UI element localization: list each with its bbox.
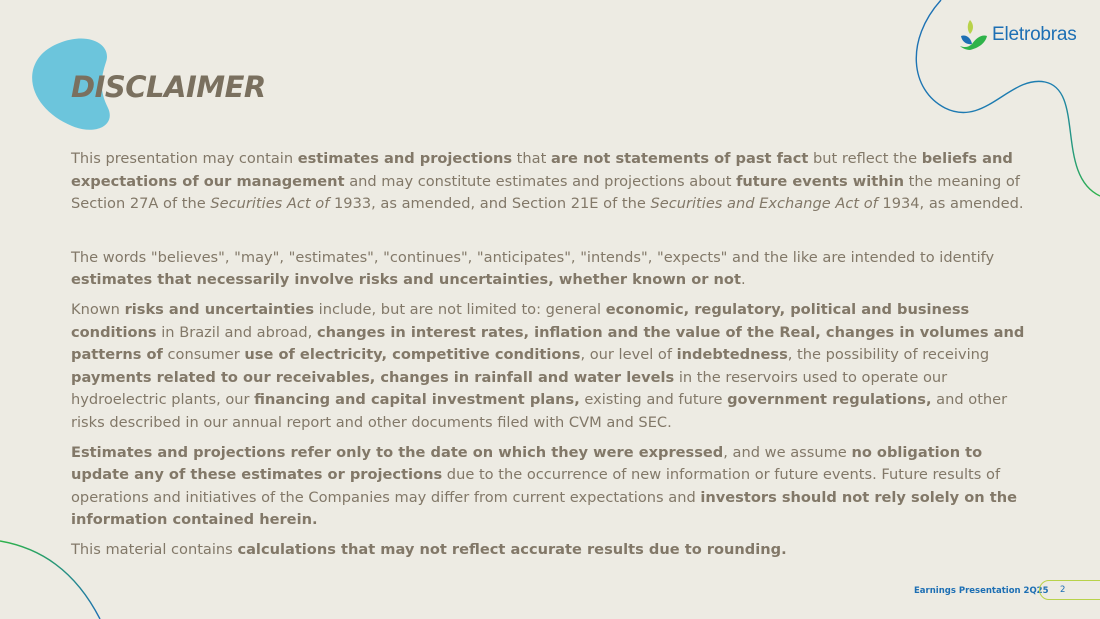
emphasis-text: use of electricity, competitive conditions — [244, 346, 581, 363]
emphasis-text: government regulations, — [727, 391, 932, 408]
disclaimer-body — [71, 148, 1031, 562]
emphasis-text: payments related to our receivables, changes in rainfall and water levels — [71, 368, 675, 386]
emphasis-text: Estimates and projections refer only to the date on which they were expressed — [71, 443, 724, 461]
page-number-pill — [1039, 580, 1100, 600]
body-text: 1934, as amended. — [877, 195, 1024, 212]
body-text: in Brazil and abroad, — [156, 323, 317, 341]
body-text: This material contains — [71, 541, 238, 558]
body-text: include, but are not limited to: general — [314, 301, 606, 318]
eletrobras-logo — [958, 18, 1077, 52]
emphasis-text: are not statements of past fact — [550, 150, 809, 167]
emphasis-text: risks and uncertainties — [124, 301, 315, 318]
body-text: 1933, as amended, and Section 21E of the — [329, 195, 651, 212]
body-text: and may constitute estimates and projections about — [344, 172, 737, 190]
body-text: , the possibility of receiving — [787, 346, 990, 363]
logo-wordmark: Eletrobras — [992, 24, 1077, 45]
body-text: and other risks described in our annual report and other documents filed with CVM and SEC. — [71, 391, 1008, 431]
emphasis-text: economic, regulatory, political and business conditions — [71, 301, 970, 341]
body-text: in the reservoirs used to operate our hydroelectric plants, our — [71, 368, 948, 408]
body-text: The words "believes", "may", "estimates", "continues", "anticipates", "intends", "expects" and the like are intended to identify — [71, 248, 995, 266]
page-title: DISCLAIMER — [71, 70, 266, 104]
disclaimer-paragraph — [71, 299, 1031, 434]
disclaimer-paragraph — [71, 148, 1031, 216]
eletrobras-leaf-icon — [958, 18, 988, 52]
emphasis-text: changes in interest rates, inflation and the value of the Real, changes in volumes and patterns of — [71, 323, 1025, 363]
emphasis-text: no obligation to update any of these estimates or projections — [71, 443, 983, 483]
body-text: This presentation may contain — [71, 150, 298, 167]
disclaimer-paragraph — [71, 442, 1031, 532]
emphasis-text: estimates that necessarily involve risks and uncertainties, whether known or not — [71, 271, 741, 288]
page-number: 2 — [1060, 585, 1066, 595]
emphasis-text: beliefs and expectations of our management — [71, 150, 1013, 190]
emphasis-text: estimates and projections — [297, 150, 513, 167]
body-text: , and we assume — [723, 443, 852, 461]
disclaimer-paragraph — [71, 539, 1031, 562]
emphasis-text: calculations that may not reflect accurate results due to rounding. — [237, 541, 787, 558]
body-text: but reflect the — [808, 150, 922, 167]
body-text: existing and future — [579, 391, 728, 408]
emphasis-text: indebtedness — [676, 346, 788, 363]
disclaimer-paragraph — [71, 247, 1031, 292]
emphasis-text: future events within — [736, 172, 905, 190]
footer-label: Earnings Presentation 2Q25 — [914, 586, 1049, 596]
body-text: the meaning of Section 27A of the — [71, 172, 1020, 212]
body-text: Known — [71, 301, 125, 318]
body-text: . — [740, 271, 746, 288]
body-text: consumer — [162, 346, 245, 363]
italic-text: Securities Act of — [210, 195, 330, 212]
body-text: due to the occurrence of new information or future events. Future results of operations and initiatives of the Companies may differ from current expectations and — [71, 466, 1001, 506]
italic-text: Securities and Exchange Act of — [650, 195, 878, 212]
emphasis-text: investors should not rely solely on the information contained herein. — [71, 488, 1017, 528]
body-text: , our level of — [580, 346, 677, 363]
body-text: that — [512, 150, 551, 167]
emphasis-text: financing and capital investment plans, — [254, 391, 580, 408]
